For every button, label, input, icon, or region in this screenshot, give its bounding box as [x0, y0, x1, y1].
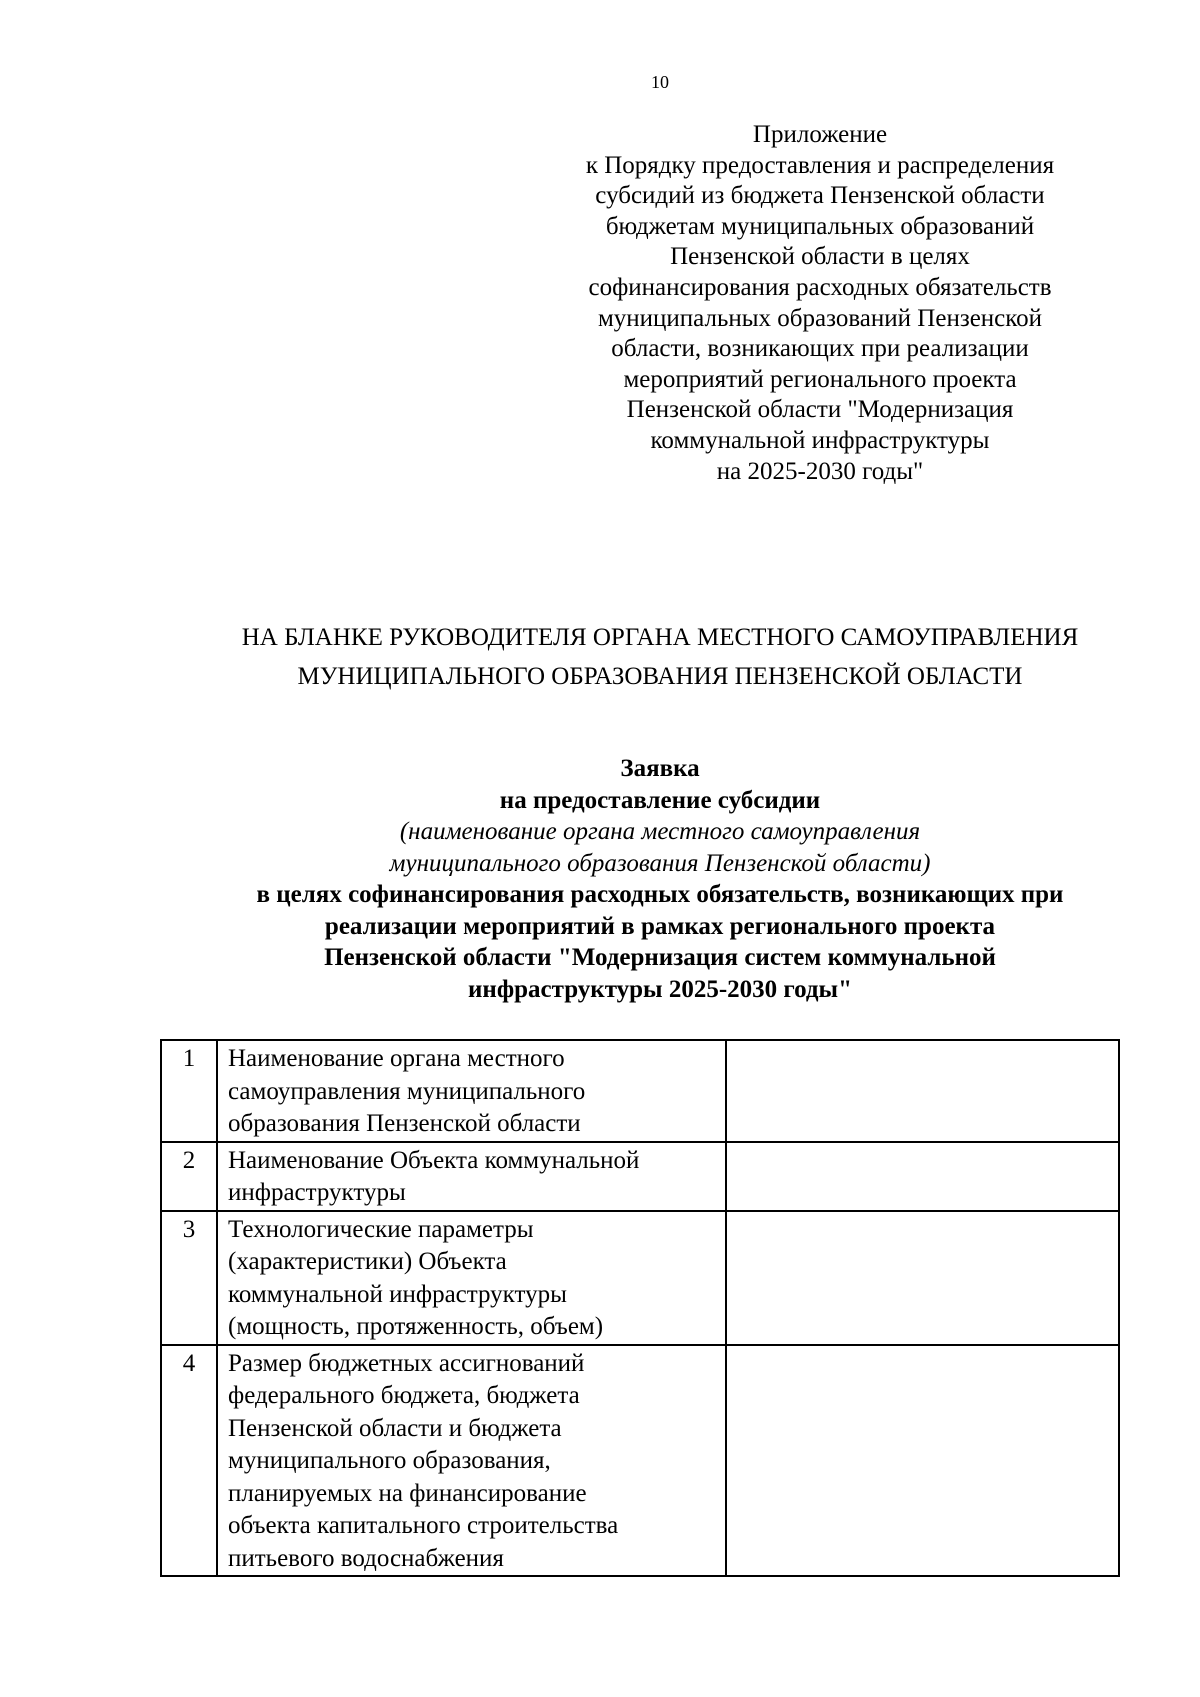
- row-label-line: питьевого водоснабжения: [228, 1544, 504, 1572]
- row-number: 2: [161, 1142, 217, 1211]
- authority-placeholder: (наименование органа местного самоуправления: [399, 818, 921, 845]
- row-value-field[interactable]: [726, 1040, 1119, 1142]
- row-number: 1: [161, 1040, 217, 1142]
- row-label: [217, 1040, 726, 1142]
- row-label-line: муниципального образования,: [228, 1447, 551, 1474]
- row-label-line: Пензенской области и бюджета: [228, 1414, 562, 1442]
- purpose-line: реализации мероприятий в рамках регионального проекта: [324, 912, 996, 940]
- row-value-field[interactable]: [726, 1345, 1119, 1577]
- row-label-line: Размер бюджетных ассигнований: [228, 1349, 585, 1377]
- row-label-line: планируемых на финансирование: [228, 1479, 587, 1507]
- row-label-line: объекта капитального строительства: [228, 1512, 619, 1539]
- row-label-line: (мощность, протяженность, объем): [228, 1313, 604, 1340]
- appendix-line: субсидий из бюджета Пензенской области: [595, 182, 1045, 210]
- row-number: 4: [161, 1345, 217, 1577]
- row-label-line: инфраструктуры: [228, 1179, 406, 1206]
- appendix-line: софинансирования расходных обязательств: [588, 273, 1052, 301]
- row-label-line: федерального бюджета, бюджета: [228, 1382, 580, 1409]
- appendix-line: области, возникающих при реализации: [611, 335, 1029, 363]
- application-heading: [140, 753, 1180, 1005]
- table-row: [161, 1040, 1119, 1142]
- appendix-header: [530, 120, 1110, 487]
- appendix-line: к Порядку предоставления и распределения: [585, 151, 1055, 179]
- page-number: 10: [651, 72, 669, 92]
- appendix-line: на 2025-2030 годы": [716, 457, 924, 485]
- row-label: [217, 1142, 726, 1211]
- row-label-line: (характеристики) Объекта: [228, 1248, 507, 1275]
- letterhead-notice: [140, 618, 1180, 696]
- row-label-line: коммунальной инфраструктуры: [228, 1280, 567, 1308]
- row-value-field[interactable]: [726, 1211, 1119, 1345]
- letterhead-line: МУНИЦИПАЛЬНОГО ОБРАЗОВАНИЯ ПЕНЗЕНСКОЙ ОБЛАСТИ: [297, 663, 1023, 690]
- row-label-line: Наименование органа местного: [228, 1045, 565, 1072]
- row-label-line: Наименование Объекта коммунальной: [228, 1146, 640, 1174]
- authority-placeholder: муниципального образования Пензенской области): [389, 849, 931, 877]
- purpose-line: в целях софинансирования расходных обязательств, возникающих при: [256, 881, 1064, 908]
- appendix-line: муниципальных образований Пензенской: [597, 304, 1043, 332]
- appendix-line: Приложение: [752, 121, 888, 148]
- appendix-line: бюджетам муниципальных образований: [605, 212, 1035, 240]
- letterhead-line: НА БЛАНКЕ РУКОВОДИТЕЛЯ ОРГАНА МЕСТНОГО САМОУПРАВЛЕНИЯ: [241, 624, 1079, 651]
- row-label: [217, 1211, 726, 1345]
- row-number: 3: [161, 1211, 217, 1345]
- row-label-line: образования Пензенской области: [228, 1110, 581, 1137]
- appendix-line: коммунальной инфраструктуры: [650, 426, 990, 454]
- appendix-line: мероприятий регионального проекта: [623, 365, 1017, 393]
- table-row: [161, 1142, 1119, 1211]
- purpose-line: инфраструктуры 2025-2030 годы": [468, 975, 852, 1003]
- appendix-line: Пензенской области "Модернизация: [626, 396, 1014, 424]
- row-label-line: Технологические параметры: [228, 1215, 534, 1243]
- row-label: [217, 1345, 726, 1577]
- application-form-table: [160, 1039, 1120, 1577]
- application-subtitle: на предоставление субсидии: [499, 786, 821, 814]
- application-title: Заявка: [620, 755, 700, 782]
- purpose-line: Пензенской области "Модернизация систем коммунальной: [324, 944, 996, 971]
- row-value-field[interactable]: [726, 1142, 1119, 1211]
- table-row: [161, 1345, 1119, 1577]
- row-label-line: самоуправления муниципального: [228, 1077, 586, 1105]
- table-row: [161, 1211, 1119, 1345]
- appendix-line: Пензенской области в целях: [670, 243, 970, 271]
